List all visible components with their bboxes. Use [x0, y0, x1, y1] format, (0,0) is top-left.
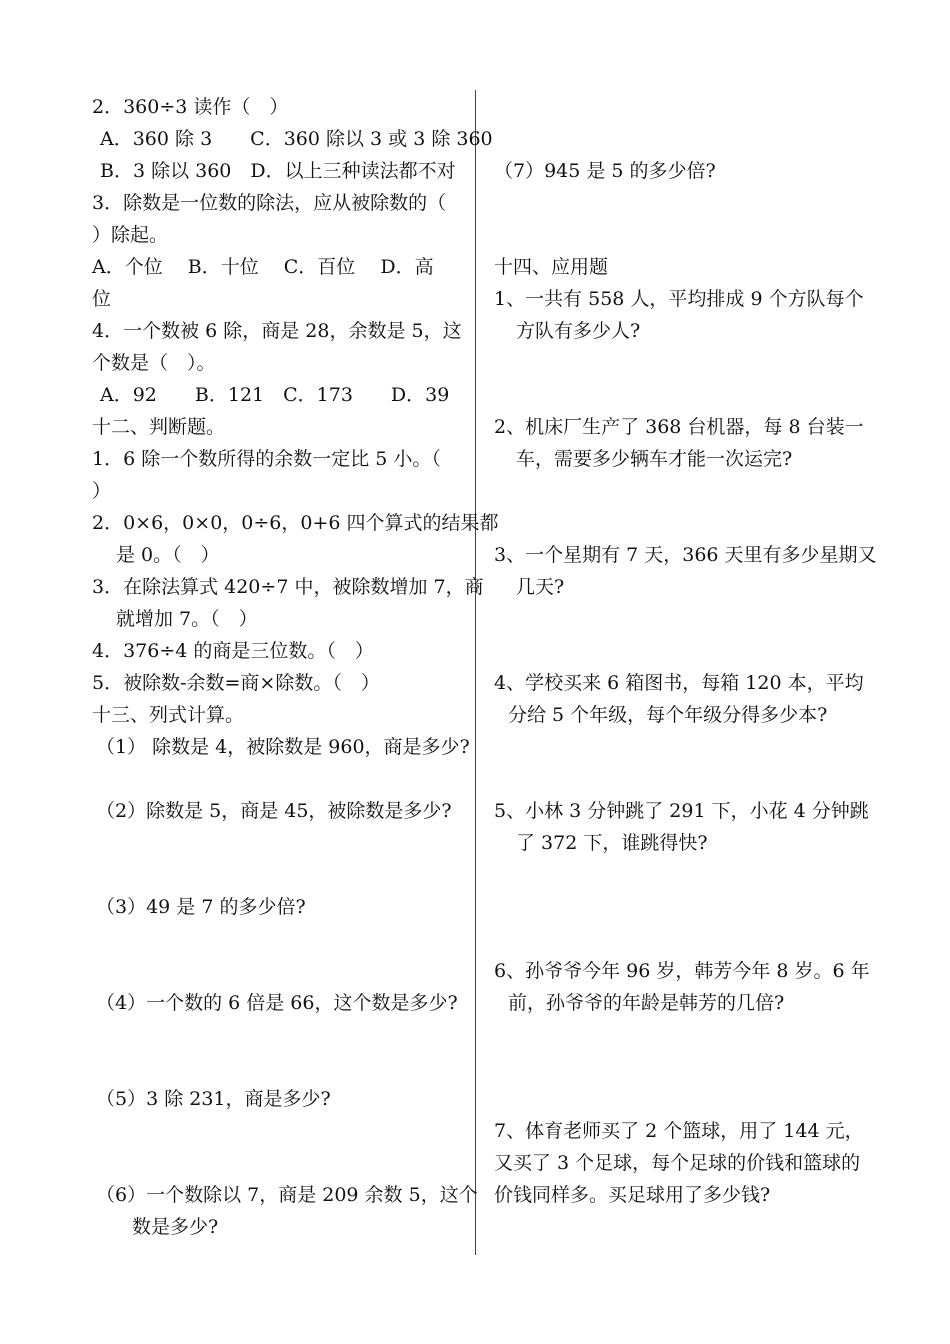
calc-7: （7）945 是 5 的多少倍?: [494, 160, 716, 182]
question-3-options-cont: 位: [92, 288, 112, 310]
question-4-options: A．92 B．121 C．173 D．39: [100, 384, 450, 406]
section-14-title: 十四、应用题: [494, 256, 609, 278]
app-1-line-1: 1、一共有 558 人，平均排成 9 个方队每个: [494, 288, 864, 310]
app-7-line-1: 7、体育老师买了 2 个篮球，用了 144 元，: [494, 1120, 864, 1142]
question-2-stem: 2．360÷3 读作（ ）: [92, 96, 289, 118]
app-4-line-2: 分给 5 个年级，每个年级分得多少本?: [508, 704, 828, 726]
judge-5: 5．被除数-余数=商×除数。（ ）: [92, 672, 380, 694]
judge-1-line-1: 1．6 除一个数所得的余数一定比 5 小。（: [92, 448, 441, 470]
app-2-line-2: 车，需要多少辆车才能一次运完?: [516, 448, 793, 470]
question-4-stem-line-2: 个数是（ ）。: [92, 352, 216, 374]
judge-3-line-2: 就增加 7。（ ）: [116, 608, 258, 630]
judge-3-line-1: 3．在除法算式 420÷7 中，被除数增加 7，商: [92, 576, 484, 598]
question-2-options-a-c: A．360 除 3 C．360 除以 3 或 3 除 360: [100, 128, 493, 150]
section-13-title: 十三、列式计算。: [92, 704, 245, 726]
app-7-line-3: 价钱同样多。买足球用了多少钱?: [494, 1184, 771, 1206]
app-7-line-2: 又买了 3 个足球，每个足球的价钱和篮球的: [494, 1152, 861, 1174]
judge-4: 4．376÷4 的商是三位数。（ ）: [92, 640, 374, 662]
app-1-line-2: 方队有多少人?: [516, 320, 641, 342]
app-3-line-2: 几天?: [516, 576, 565, 598]
app-3-line-1: 3、一个星期有 7 天，366 天里有多少星期又: [494, 544, 877, 566]
calc-3: （3）49 是 7 的多少倍?: [96, 896, 306, 918]
calc-5: （5）3 除 231，商是多少?: [96, 1088, 331, 1110]
calc-6-line-1: （6）一个数除以 7，商是 209 余数 5，这个: [96, 1184, 478, 1206]
judge-2-line-1: 2．0×6，0×0，0÷6，0+6 四个算式的结果都: [92, 512, 499, 534]
question-2-options-b-d: B．3 除以 360 D．以上三种读法都不对: [100, 160, 456, 182]
column-divider: [475, 90, 476, 1255]
question-4-stem-line-1: 4．一个数被 6 除，商是 28，余数是 5，这: [92, 320, 462, 342]
section-12-title: 十二、判断题。: [92, 416, 226, 438]
judge-2-line-2: 是 0。（ ）: [116, 544, 220, 566]
judge-1-line-2: ）: [92, 480, 112, 502]
app-4-line-1: 4、学校买来 6 箱图书，每箱 120 本，平均: [494, 672, 864, 694]
app-5-line-2: 了 372 下，谁跳得快?: [516, 832, 708, 854]
question-3-options: A．个位 B．十位 C．百位 D．高: [92, 256, 434, 278]
app-6-line-2: 前，孙爷爷的年龄是韩芳的几倍?: [508, 992, 785, 1014]
app-6-line-1: 6、孙爷爷今年 96 岁，韩芳今年 8 岁。6 年: [494, 960, 870, 982]
calc-6-line-2: 数是多少?: [132, 1216, 219, 1238]
calc-4: （4）一个数的 6 倍是 66，这个数是多少?: [96, 992, 458, 1014]
app-2-line-1: 2、机床厂生产了 368 台机器，每 8 台装一: [494, 416, 864, 438]
question-3-stem-line-1: 3．除数是一位数的除法，应从被除数的（: [92, 192, 447, 214]
calc-2: （2）除数是 5，商是 45，被除数是多少?: [96, 800, 452, 822]
question-3-stem-line-2: ）除起。: [92, 224, 169, 246]
calc-1: （1） 除数是 4，被除数是 960，商是多少?: [96, 736, 470, 758]
app-5-line-1: 5、小林 3 分钟跳了 291 下，小花 4 分钟跳: [494, 800, 869, 822]
